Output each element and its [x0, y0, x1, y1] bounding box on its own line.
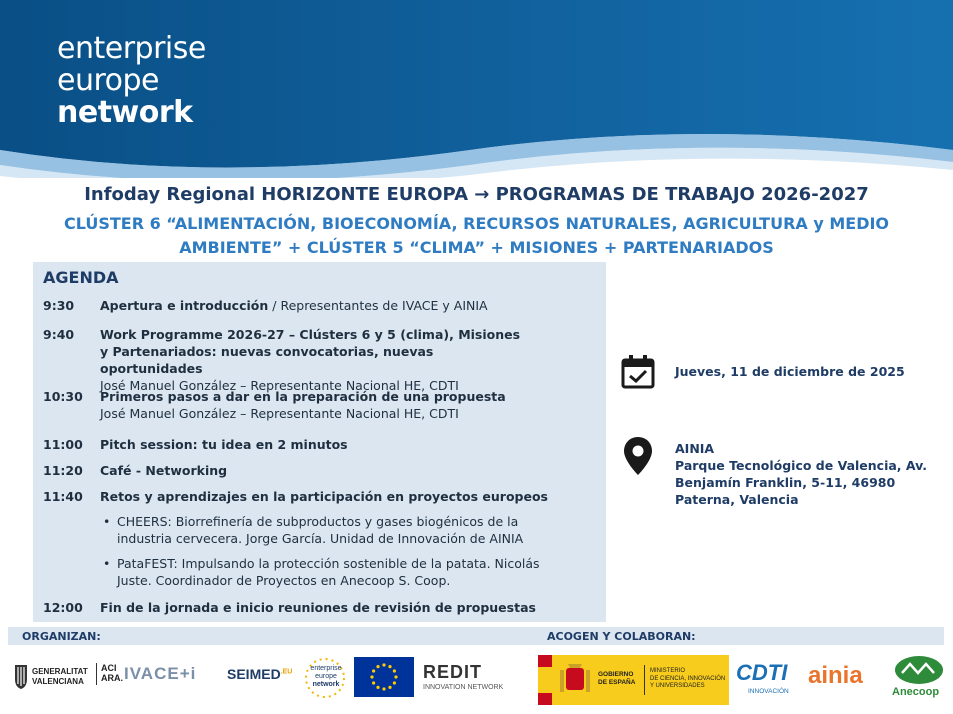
- event-date: Jueves, 11 de diciembre de 2025: [675, 364, 905, 379]
- aci-logo: [96, 663, 123, 685]
- redit-logo: [423, 662, 523, 696]
- seimed-text: SEIMED: [227, 666, 281, 682]
- aci-text: ACI: [101, 663, 117, 673]
- agenda-title: Work Programme 2026-27 – Clústers 6 y 5 (clima), Misiones y Partenariados: nuevas convocatorias, nuevas oportunidades: [100, 327, 521, 376]
- een-small-text: network: [312, 681, 340, 688]
- agenda-title: Pitch session: tu idea en 2 minutos: [100, 437, 348, 452]
- bullet-text: PataFEST: Impulsando la protección sostenible de la patata. Nicolás Juste. Coordinador de Proyectos en Anecoop S. Coop.: [117, 556, 540, 588]
- ministerio-text: DE CIENCIA, INNOVACIÓN: [650, 675, 726, 682]
- gva-text: GENERALITAT: [32, 667, 88, 676]
- gobierno-text: GOBIERNO: [598, 671, 634, 678]
- calendar-icon: [620, 354, 656, 390]
- agenda-time: 11:40: [43, 489, 83, 504]
- event-location: [675, 440, 945, 508]
- agenda-panel: [33, 262, 606, 622]
- ministerio-text: MINISTERIO: [650, 668, 686, 674]
- page-subtitle: CLÚSTER 6 “ALIMENTACIÓN, BIOECONOMÍA, RECURSOS NATURALES, AGRICULTURA y MEDIO AMBIENTE” + CLÚSTER 5 “CLIMA” + MISIONES + PARTENARIADOS: [63, 214, 890, 257]
- cdti-logo: [732, 658, 802, 702]
- partner-logos: [0, 650, 953, 710]
- gva-text: VALENCIANA: [32, 677, 84, 686]
- gobierno-logo: [538, 655, 729, 705]
- agenda-time: 9:30: [43, 298, 75, 313]
- acogen-label: ACOGEN Y COLABORAN:: [547, 630, 696, 643]
- location-line: Paterna, Valencia: [675, 492, 799, 507]
- agenda-time: 11:00: [43, 437, 83, 452]
- agenda-title: Primeros pasos a dar en la preparación de una propuesta: [100, 389, 506, 404]
- aci-text: ARA.: [101, 673, 123, 683]
- eu-flag-icon: [354, 657, 414, 697]
- logo-line-1: enterprise: [57, 31, 206, 66]
- een-small-text: europe: [315, 673, 337, 680]
- spain-coat-of-arms-icon: [558, 662, 592, 698]
- anecoop-logo: [888, 655, 950, 701]
- agenda-time: 12:00: [43, 600, 83, 615]
- redit-subtext: INNOVATION NETWORK: [423, 684, 504, 691]
- cdti-subtext: INNOVACIÓN: [748, 688, 789, 695]
- anecoop-emblem-icon: [894, 655, 944, 685]
- header-banner: [0, 0, 953, 178]
- agenda-title: Retos y aprendizajes en la participación en proyectos europeos: [100, 489, 548, 504]
- agenda-time: 11:20: [43, 463, 83, 478]
- redit-text: REDIT: [423, 662, 482, 682]
- page-title: Infoday Regional HORIZONTE EUROPA → PROGRAMAS DE TRABAJO 2026-2027: [84, 184, 869, 205]
- gva-shield-icon: [14, 664, 28, 690]
- agenda-title: Apertura e introducción: [100, 298, 269, 313]
- agenda-time: 10:30: [43, 389, 83, 404]
- gobierno-text: DE ESPAÑA: [598, 679, 636, 686]
- location-line: Benjamín Franklin, 5-11, 46980: [675, 475, 896, 490]
- agenda-detail: José Manuel González – Representante Nacional HE, CDTI: [100, 406, 459, 421]
- footer-bar: [8, 627, 944, 645]
- agenda-title: Café - Networking: [100, 463, 228, 478]
- ainia-logo: ainia: [808, 662, 863, 689]
- organizan-label: ORGANIZAN:: [22, 630, 101, 643]
- bullet-text: CHEERS: Biorrefinería de subproductos y gases biogénicos de la industria cervecera. Jorge García. Unidad de Innovación de AINIA: [117, 514, 524, 546]
- agenda-detail: José Manuel González – Representante Nacional HE, CDTI: [100, 378, 459, 393]
- agenda-title: Fin de la jornada e inicio reuniones de revisión de propuestas: [100, 600, 536, 615]
- agenda-time: 9:40: [43, 327, 75, 342]
- ivace-logo: IVACE+i: [124, 664, 197, 683]
- ministerio-text: Y UNIVERSIDADES: [650, 683, 705, 689]
- location-line: Parque Tecnológico de Valencia, Av.: [675, 458, 927, 473]
- anecoop-text: Anecoop: [892, 686, 940, 698]
- seimed-logo: [227, 666, 292, 682]
- gva-logo: [14, 662, 94, 692]
- een-logo: [57, 33, 206, 129]
- location-pin-icon: [623, 436, 653, 476]
- cdti-text: CDTI: [736, 660, 788, 685]
- agenda-bullet: • PataFEST: Impulsando la protección sostenible de la patata. Nicolás Juste. Coordinador de Proyectos en Anecoop S. Coop.: [103, 556, 540, 588]
- seimed-sup: .EU: [280, 668, 293, 676]
- agenda-heading: AGENDA: [43, 268, 119, 287]
- agenda-bullet: • CHEERS: Biorrefinería de subproductos y gases biogénicos de la industria cervecera. Jorge García. Unidad de Innovación de AINIA: [103, 514, 524, 546]
- een-small-logo: [300, 656, 350, 700]
- agenda-detail: / Representantes de IVACE y AINIA: [268, 298, 488, 313]
- logo-line-3: network: [57, 95, 193, 130]
- location-line: AINIA: [675, 441, 715, 456]
- een-small-text: enterprise: [310, 665, 342, 672]
- logo-line-2: europe: [57, 63, 159, 98]
